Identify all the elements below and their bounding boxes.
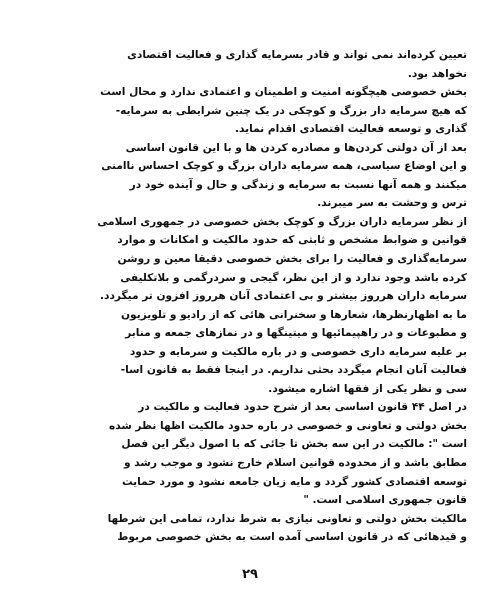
text-line: گذاری و توسعه فعالیت اقتصادی اقدام نماید. [234, 123, 467, 136]
text-line: و مطبوعات و در راهپیمائیها و میتینگها و در نمازهای جمعه و منابر [125, 327, 467, 340]
text-line: ما به اظهارنظرها، شعارها و سخنرانی هائی که از رادیو و تلویزیون [121, 308, 467, 321]
text-line: میکنند و همه آنها نسبت به سرمایه و زندگی و حال و آینده خود در [129, 178, 467, 191]
text-line: سرمایه‌گذاری و فعالیت را برای بخش خصوصی دقیقا معین و روشن [117, 253, 467, 266]
text-line: و این اوضاع سیاسی، همه سرمایه داران بزرگ و کوچک احساس ناامنی [101, 160, 467, 173]
text-line: قوانین و ضوابط مشخص و ثابتی که حدود مالکیت و امکانات و موارد [117, 234, 467, 247]
text-line: بر علیه سرمایه داری خصوصی و در باره مالکیت و سرمایه و حدود [129, 345, 467, 358]
text-line: بخش خصوصی هیچگونه امنیت و اطمینان و اعتمادی ندارد و محال است [100, 86, 467, 99]
text-line: از نظر سرمایه داران بزرگ و کوچک بخش خصوصی در جمهوری اسلامی [97, 215, 467, 228]
text-line: بخش دولتی و تعاونی و خصوصی در باره حدود مالکیت اظها نظر شده [108, 419, 467, 432]
body-text [33, 46, 467, 547]
text-line: تعیین کرده‌اند نمی تواند و قادر بسرمایه گذاری و فعالیت اقتصادی [127, 49, 467, 61]
text-line: مالکیت بخش دولتی و تعاونی نیازی به شرط ندارد، تمامی این شرطها [107, 512, 467, 525]
text-line: قانون جمهوری اسلامی است. " [303, 494, 467, 507]
text-line: است ": مالکیت در این سه بخش تا جائی که با اصول دیگر این فصل [121, 438, 467, 451]
text-line: بعد از آن دولتی کردن‌ها و مصادره کردن ها و با این قانون اساسی [125, 141, 467, 154]
text-line: مطابق باشد و از محدوده قوانین اسلام خارج نشود و موجب رشد و [124, 457, 467, 470]
text-line: و قیدهائی که در قانون اساسی آمده است به بخش خصوصی مربوط [117, 531, 467, 544]
page-number: ۲۹ [242, 567, 258, 582]
text-line: توسعه اقتصادی کشور گردد و مایه زیان جامعه نشود و مورد حمایت [121, 475, 467, 488]
text-line: کرده باشد وجود ندارد و از این نظر، گیجی و سردرگمی و بلاتکلیفی [120, 271, 467, 284]
text-line: سی و نظر یکی از فقها اشاره میشود. [268, 382, 467, 395]
text-line: سرمایه داران هرروز بیشتر و بی اعتمادی آنان هرروز افزون تر میگردد. [100, 290, 467, 303]
text-line: ترس و وحشت به سر میبرند. [317, 197, 467, 210]
text-line: نخواهد بود. [407, 67, 467, 80]
text-line: در اصل ۴۴ قانون اساسی بعد از شرح حدود فعالیت و مالکیت در [138, 401, 467, 414]
text-line: فعالیت آنان انجام میگردد بحثی نداریم. در اینجا فقط به قانون اسا- [120, 364, 467, 377]
text-line: که هیچ سرمایه دار بزرگ و کوچکی در یک چنین شرایطی به سرمایه- [115, 104, 467, 117]
